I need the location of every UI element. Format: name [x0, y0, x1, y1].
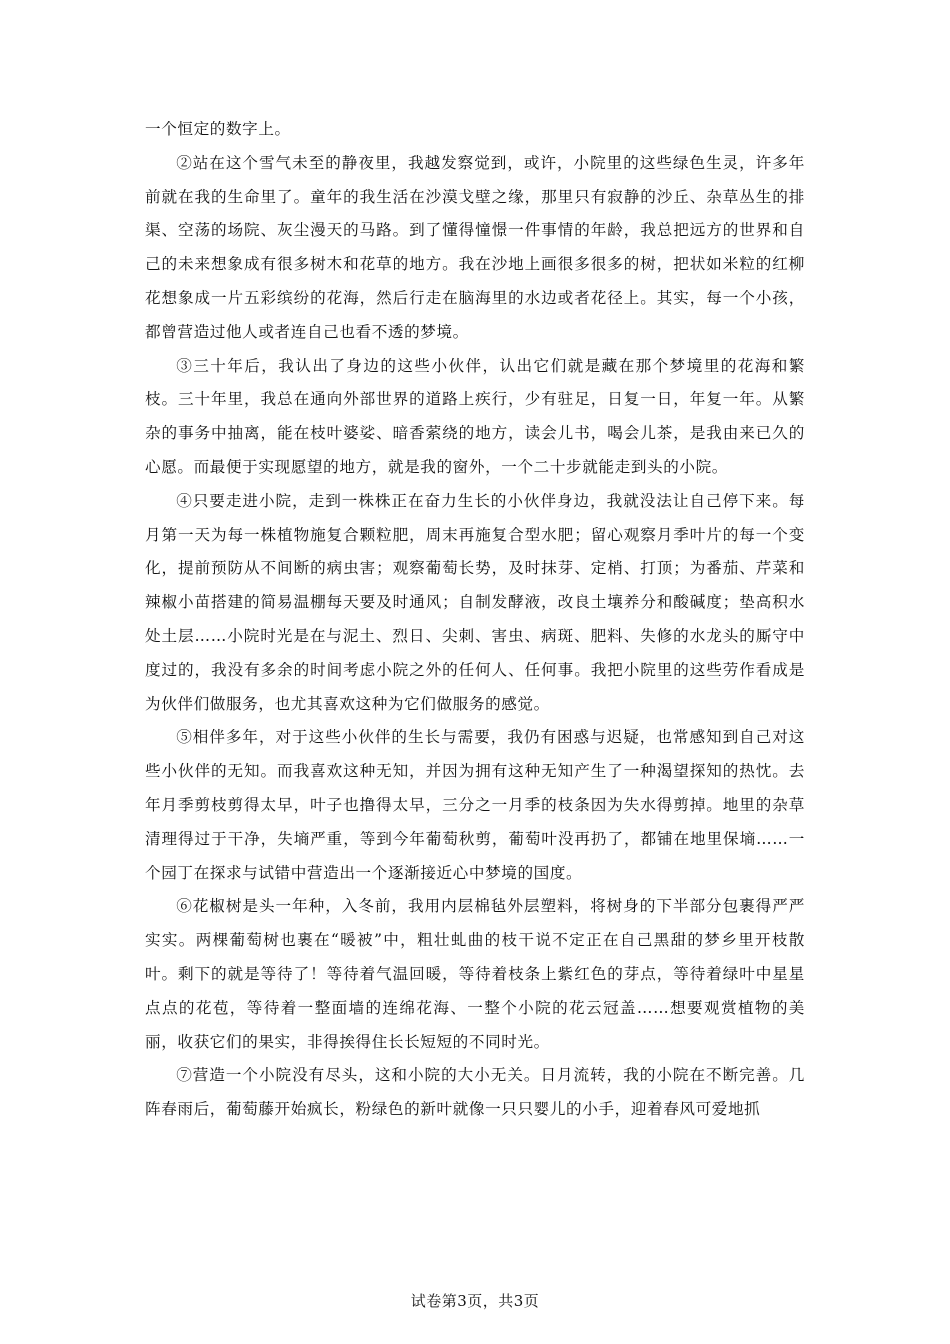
- paragraph-3: ③三十年后，我认出了身边的这些小伙伴，认出它们就是藏在那个梦境里的花海和繁枝。三十年里，我总在通向外部世界的道路上疾行，少有驻足，日复一日，年复一年。从繁杂的事务中抽离，能在枝叶婆娑、暗香萦绕的地方，读会儿书，喝会儿茶，是我由来已久的心愿。而最便于实现愿望的地方，就是我的窗外，一个二十步就能走到头的小院。: [145, 356, 805, 476]
- paragraph-7: ⑦营造一个小院没有尽头，这和小院的大小无关。日月流转，我的小院在不断完善。几阵春雨后，葡萄藤开始疯长，粉绿色的新叶就像一只只婴儿的小手，迎着春风可爱地抓: [145, 1066, 805, 1119]
- paragraph-5: ⑤相伴多年，对于这些小伙伴的生长与需要，我仍有困惑与迟疑，也常感知到自己对这些小伙伴的无知。而我喜欢这种无知，并因为拥有这种无知产生了一种渴望探知的热忱。去年月季剪枝剪得太早，叶子也撸得太早，三分之一月季的枝条因为失水得剪掉。地里的杂草清理得过于干净，失墒严重，等到今年葡萄秋剪，葡萄叶没再扔了，都铺在地里保墒……一个园丁在探求与试错中营造出一个逐渐接近心中梦境的国度。: [145, 728, 805, 882]
- paragraph-6: ⑥花椒树是头一年种，入冬前，我用内层棉毡外层塑料，将树身的下半部分包裹得严严实实。两棵葡萄树也裹在“暖被”中，粗壮虬曲的枝干说不定正在自己黑甜的梦乡里开枝散叶。剩下的就是等待了！等待着气温回暖，等待着枝条上紫红色的芽点，等待着绿叶中星星点点的花苞，等待着一整面墙的连绵花海、一整个小院的花云冠盖……想要观赏植物的美丽，收获它们的果实，非得挨得住长长短短的不同时光。: [145, 897, 805, 1051]
- paragraph-2: ②站在这个雪气未至的静夜里，我越发察觉到，或许，小院里的这些绿色生灵，许多年前就在我的生命里了。童年的我生活在沙漠戈壁之缘，那里只有寂静的沙丘、杂草丛生的排渠、空荡的场院、灰尘漫天的马路。到了懂得憧憬一件事情的年龄，我总把远方的世界和自己的未来想象成有很多树木和花草的地方。我在沙地上画很多很多的树，把状如米粒的红柳花想象成一片五彩缤纷的花海，然后行走在脑海里的水边或者花径上。其实，每一个小孩，都曾营造过他人或者连自己也看不透的梦境。: [145, 153, 805, 341]
- paragraph-1-continuation: 一个恒定的数字上。: [145, 120, 291, 138]
- page-footer: 试卷第3页，共3页: [410, 1292, 540, 1310]
- paragraph-4: ④只要走进小院，走到一株株正在奋力生长的小伙伴身边，我就没法让自己停下来。每月第一天为每一株植物施复合颗粒肥，周末再施复合型水肥；留心观察月季叶片的每一个变化，提前预防从不间断的病虫害；观察葡萄长势，及时抹芽、定梢、打顶；为番茄、芹菜和辣椒小苗搭建的简易温棚每天要及时通风；自制发酵液，改良土壤养分和酸碱度；垫高积水处土层……小院时光是在与泥土、烈日、尖刺、害虫、病斑、肥料、失修的水龙头的厮守中度过的，我没有多余的时间考虑小院之外的任何人、任何事。我把小院里的这些劳作看成是为伙伴们做服务，也尤其喜欢这种为它们做服务的感觉。: [145, 491, 805, 713]
- document-body: [145, 113, 805, 1127]
